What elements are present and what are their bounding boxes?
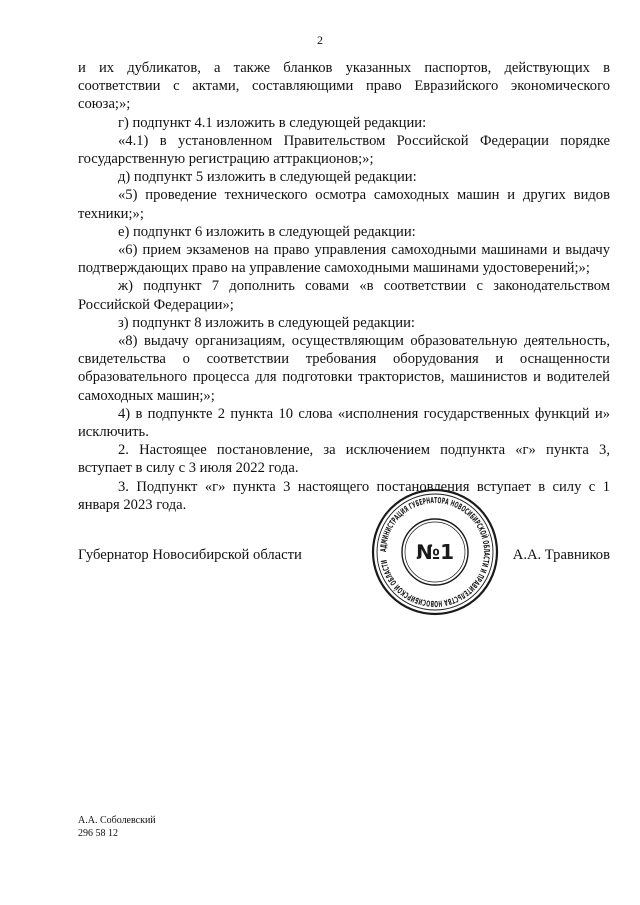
paragraph: е) подпункт 6 изложить в следующей редакции:	[118, 223, 416, 240]
signatory-name: А.А. Травников	[512, 547, 610, 563]
page-number: 2	[317, 33, 323, 47]
executor-name: А.А. Соболевский	[78, 815, 156, 826]
paragraph: и их дубликатов, а также бланков указанных паспортов, действующих в соответствии с актами, составляющими право Евразийского экономического союза;»;	[78, 60, 610, 113]
paragraph: «4.1) в установленном Правительством Российской Федерации порядке государственную регистрацию аттракционов;»;	[78, 132, 610, 168]
paragraph: 4) в подпункте 2 пункта 10 слова «исполнения государственных функций и» исключить.	[78, 405, 610, 441]
paragraph: г) подпункт 4.1 изложить в следующей редакции:	[118, 114, 427, 131]
paragraph: д) подпункт 5 изложить в следующей редакции:	[118, 169, 417, 186]
paragraph: «8) выдачу организациям, осуществляющим образовательную деятельность, свидетельства о соответствии требования оборудования и оснащенности образовательного процесса для подготовки трактористов, машинистов и водителей самоходных машин;»;	[78, 333, 610, 404]
paragraph: «6) прием экзаменов на право управления самоходными машинами и выдачу подтверждающих право на управление самоходными машинами удостоверений;»;	[78, 242, 610, 277]
document-footer	[78, 814, 156, 840]
seal-ring-text: АДМИНИСТРАЦИЯ ГУБЕРНАТОРА НОВОСИБИРСКОЙ ОБЛАСТИ И ПРАВИТЕЛЬСТВА НОВОСИБИРСКОЙ ОБЛАСТИ	[377, 494, 493, 610]
signatory-position: Губернатор Новосибирской области	[78, 547, 302, 563]
seal-center-text: №1	[416, 540, 454, 564]
paragraph: «5) проведение технического осмотра самоходных машин и других видов техники;»;	[78, 187, 610, 222]
paragraph: 3. Подпункт «г» пункта 3 настоящего постановления вступает в силу с 1 января 2023 года.	[78, 478, 610, 513]
paragraph: 2. Настоящее постановление, за исключением подпункта «г» пункта 3, вступает в силу с 3 июля 2022 года.	[78, 442, 610, 477]
paragraph: з) подпункт 8 изложить в следующей редакции:	[118, 314, 415, 331]
document-body	[78, 59, 610, 514]
paragraph: ж) подпункт 7 дополнить совами «в соответствии с законодательством Российской Федерации»;	[78, 278, 610, 313]
official-seal-stamp	[370, 487, 500, 617]
executor-phone: 296 58 12	[78, 828, 118, 839]
